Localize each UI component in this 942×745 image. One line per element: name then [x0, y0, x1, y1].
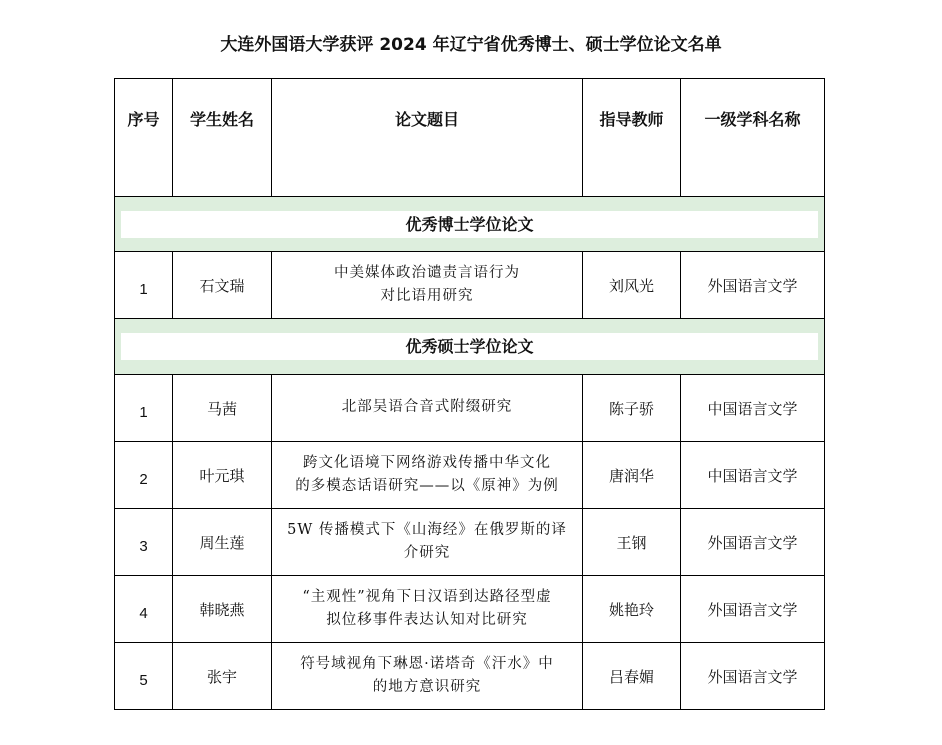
subject: 中国语言文学	[681, 442, 825, 509]
student-name: 马茜	[173, 375, 272, 442]
student-name: 叶元琪	[173, 442, 272, 509]
header-title: 论文题目	[272, 79, 583, 197]
thesis-title: 北部吴语合音式附缀研究	[272, 375, 583, 442]
header-subject: 一级学科名称	[681, 79, 825, 197]
table-row	[115, 375, 825, 442]
thesis-title: 符号域视角下琳恩·诺塔奇《汗水》中 的地方意识研究	[272, 643, 583, 710]
subject: 外国语言文学	[681, 643, 825, 710]
thesis-title: 中美媒体政治谴责言语行为 对比语用研究	[272, 252, 583, 319]
section-row-doctoral	[115, 197, 825, 252]
table-row	[115, 643, 825, 710]
advisor: 王钢	[583, 509, 681, 576]
row-no: 3	[115, 509, 173, 576]
row-no: 5	[115, 643, 173, 710]
advisor: 唐润华	[583, 442, 681, 509]
header-name: 学生姓名	[173, 79, 272, 197]
thesis-table	[114, 78, 825, 710]
section-row-masters	[115, 319, 825, 375]
row-no: 1	[115, 252, 173, 319]
subject: 外国语言文学	[681, 252, 825, 319]
row-no: 1	[115, 375, 173, 442]
table-row	[115, 252, 825, 319]
thesis-title: 5W 传播模式下《山海经》在俄罗斯的译 介研究	[272, 509, 583, 576]
table-row	[115, 576, 825, 643]
subject: 外国语言文学	[681, 509, 825, 576]
section-label: 优秀硕士学位论文	[121, 333, 818, 360]
student-name: 石文瑞	[173, 252, 272, 319]
advisor: 陈子骄	[583, 375, 681, 442]
header-advisor: 指导教师	[583, 79, 681, 197]
subject: 中国语言文学	[681, 375, 825, 442]
table-row	[115, 442, 825, 509]
student-name: 张宇	[173, 643, 272, 710]
thesis-title: 跨文化语境下网络游戏传播中华文化 的多模态话语研究——以《原神》为例	[272, 442, 583, 509]
subject: 外国语言文学	[681, 576, 825, 643]
row-no: 2	[115, 442, 173, 509]
page-title: 大连外国语大学获评 2024 年辽宁省优秀博士、硕士学位论文名单	[220, 35, 722, 55]
advisor: 刘风光	[583, 252, 681, 319]
table-header-row	[115, 79, 825, 197]
advisor: 吕春媚	[583, 643, 681, 710]
student-name: 周生莲	[173, 509, 272, 576]
header-no: 序号	[115, 79, 173, 197]
advisor: 姚艳玲	[583, 576, 681, 643]
section-label: 优秀博士学位论文	[121, 211, 818, 238]
thesis-title: “主观性”视角下日汉语到达路径型虚 拟位移事件表达认知对比研究	[272, 576, 583, 643]
student-name: 韩晓燕	[173, 576, 272, 643]
table-row	[115, 509, 825, 576]
row-no: 4	[115, 576, 173, 643]
